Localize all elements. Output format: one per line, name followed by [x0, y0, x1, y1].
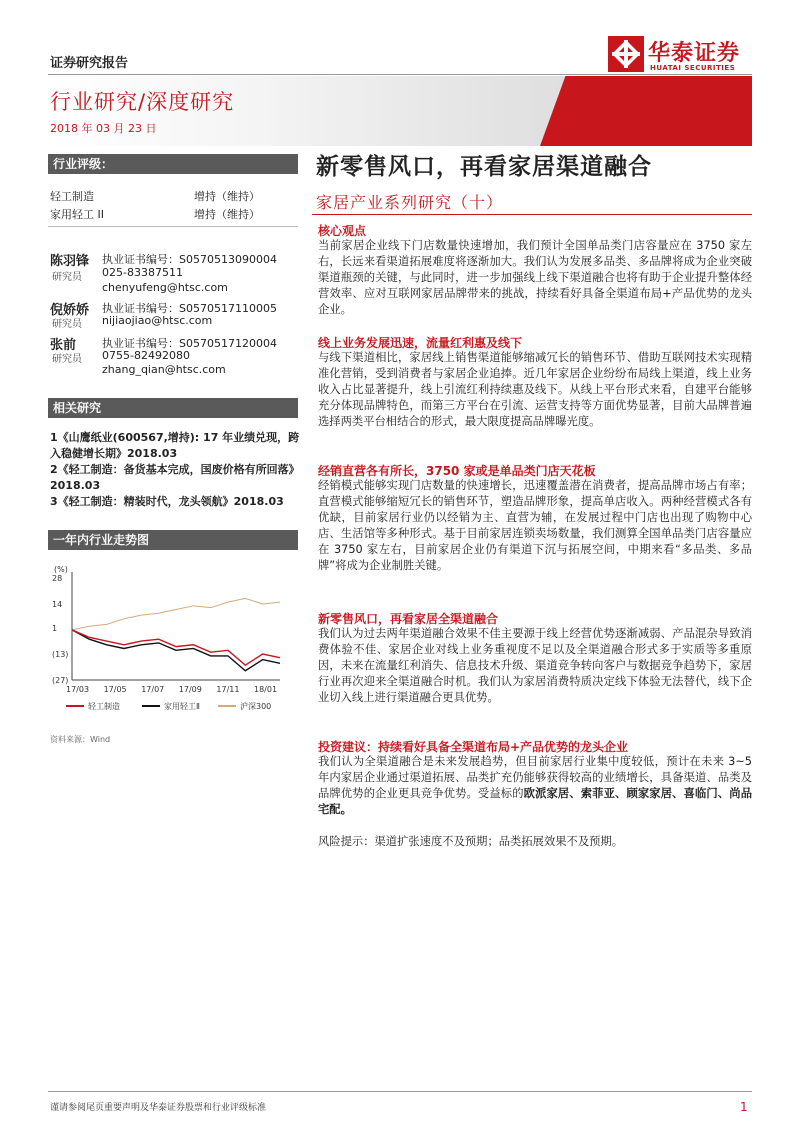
section-text-body: 我们认为全渠道融合是未来发展趋势，但目前家居行业集中度较低，预计在未来 3~5 年内家居企业通过渠道拓展、品类扩充仍能够获得较高的业绩增长，具备渠道、品类及品牌优势的企业更具竞争优势。受益标的 [318, 755, 752, 800]
analyst-role: 研究员 [52, 272, 82, 283]
footer-disclaimer[interactable]: 谨请参阅尾页重要声明及华泰证券股票和行业评级标准 [50, 1103, 267, 1113]
section-heading: 新零售风口，再看家居全渠道融合 [318, 612, 499, 626]
related-item[interactable]: 1《山鹰纸业(600567,增持): 17 年业绩兑现，跨入稳健增长期》2018.03 [50, 431, 300, 460]
analyst-email[interactable]: zhang_qian@htsc.com [102, 363, 226, 376]
sidebar-divider [48, 226, 298, 227]
section-text: 当前家居企业线下门店数量快速增加，我们预计全国单品类门店容量应在 3750 家左右，长远来看渠道拓展难度将逐渐加大。我们认为发展多品类、多品牌将成为企业突破渠道瓶颈的关键，与此同时，进一步加强线上线下渠道融合也将有助于企业提升整体经营效率、应对互联网家居品牌带来的挑战，持续看好具备全渠道布局+产品优势的龙头企业。 [318, 239, 752, 316]
analyst-name: 倪娇娇 [50, 303, 90, 318]
section-heading: 核心观点 [318, 224, 367, 238]
section-text: 与线下渠道相比，家居线上销售渠道能够缩减冗长的销售环节、借助互联网技术实现精准化营销，受到消费者与家居企业追捧。近几年家居企业纷纷布局线上渠道，线上业务收入占比显著提升，线上引流红利持续惠及线下。从线上平台形式来看，自建平台能够充分体现品牌特色，而第三方平台在引流、运营支持等方面优势显著，目前大品牌普遍选择两类平台相结合的形式，最大限度提高品牌曝光度。 [318, 351, 752, 428]
huatai-logo-icon [608, 36, 644, 76]
x-tick-label: 18/01 [254, 685, 278, 694]
analyst-cert: 执业证书编号：S0570517120004 [102, 337, 277, 350]
report-subtitle: 家居产业系列研究（十） [316, 193, 504, 212]
title-divider [312, 214, 752, 215]
analyst-phone: 0755-82492080 [102, 349, 190, 362]
report-type-label: 证券研究报告 [50, 56, 129, 71]
rating-row [50, 188, 300, 204]
rating-row [50, 206, 300, 222]
page-number: 1 [740, 1100, 748, 1114]
series-line [72, 598, 280, 630]
rating-industry: 家用轻工 II [50, 208, 104, 221]
section-text [318, 754, 752, 818]
related-section-title: 相关研究 [48, 398, 298, 418]
rating-industry: 轻工制造 [50, 190, 94, 203]
analyst-cert: 执业证书编号：S0570513090004 [102, 253, 277, 266]
section-text-bold: 欧派家居、索菲亚、顾家家居、喜临门、尚品宅配。 [318, 787, 752, 816]
x-tick-label: 17/11 [216, 685, 240, 694]
legend-label: 轻工制造 [88, 702, 120, 711]
analyst-phone: 025-83387511 [102, 266, 183, 279]
logo-text-en: HUATAI SECURITIES [650, 64, 736, 72]
series-line [72, 630, 280, 665]
analyst-cert: 执业证书编号：S0570517110005 [102, 302, 277, 315]
chart-section-title: 一年内行业走势图 [48, 530, 298, 550]
chart-source: 资料来源：Wind [50, 735, 111, 744]
series-line [72, 630, 280, 671]
rating-section-title: 行业评级： [48, 154, 298, 174]
x-tick-label: 17/07 [141, 685, 165, 694]
analyst-email[interactable]: chenyufeng@htsc.com [102, 281, 228, 294]
section-text: 我们认为过去两年渠道融合效果不佳主要源于线上经营优势逐渐减弱、产品混杂导致消费体验不佳、家居企业对线上业务重视度不足以及全渠道融合形式多于实质等多重原因，未来在流量红利消失、信息技术升级、渠道竞争转向客户与数据竞争趋势下，家居行业再次迎来全渠道融合时机。我们认为家居消费特质决定线下体验无法替代，线下企业切入线上进行渠道融合更具优势。 [318, 627, 752, 704]
legend-label: 沪深300 [240, 702, 272, 711]
logo-text-cn: 华泰证券 [648, 41, 741, 66]
y-tick-label: 14 [52, 599, 63, 609]
legend-label: 家用轻工Ⅱ [164, 702, 200, 711]
rating-value: 增持（维持） [194, 208, 260, 221]
section-heading: 投资建议：持续看好具备全渠道布局+产品优势的龙头企业 [318, 740, 629, 754]
y-tick-label: (27) [52, 676, 69, 685]
report-title: 新零售风口，再看家居渠道融合 [316, 154, 652, 180]
x-tick-label: 17/03 [66, 685, 90, 694]
header-divider [48, 74, 752, 75]
report-category: 行业研究/深度研究 [50, 90, 235, 114]
analyst-email[interactable]: nijiaojiao@htsc.com [102, 314, 213, 327]
analyst-name: 张前 [50, 338, 77, 353]
report-date: 2018 年 03 月 23 日 [50, 122, 157, 135]
risk-note: 风险提示：渠道扩张速度不及预期；品类拓展效果不及预期。 [318, 835, 624, 848]
analyst-role: 研究员 [52, 354, 82, 365]
industry-trend-chart [48, 562, 300, 722]
y-tick-label: (13) [52, 650, 69, 660]
related-item[interactable]: 3《轻工制造：精装时代，龙头领航》2018.03 [50, 495, 284, 508]
y-axis-label: (%) [54, 565, 68, 574]
x-tick-label: 17/09 [178, 685, 202, 694]
section-heading: 线上业务发展迅速，流量红利惠及线下 [318, 336, 523, 350]
related-item[interactable]: 2《轻工制造：备货基本完成，国废价格有所回落》2018.03 [50, 463, 300, 492]
rating-value: 增持（维持） [194, 190, 260, 203]
section-text: 经销模式能够实现门店数量的快速增长，迅速覆盖潜在消费者，提高品牌市场占有率；直营模式能够缩短冗长的销售环节，塑造品牌形象，提高单店收入。两种经营模式各有优缺，目前家居行业仍以经销为主、直营为辅，在发展过程中门店也出现了购物中心店、生活馆等多种形式。基于目前家居连锁卖场数量，我们测算全国单品类门店容量应在 3750 家左右，目前家居企业仍有渠道下沉与拓展空间，中期来看“多品类、多品牌”将成为企业制胜关键。 [318, 479, 752, 572]
y-tick-label: 28 [52, 574, 63, 583]
header-red-accent [540, 76, 752, 146]
analyst-name: 陈羽锋 [50, 254, 90, 269]
x-tick-label: 17/05 [103, 685, 127, 694]
footer-divider [48, 1091, 752, 1092]
y-tick-label: 1 [52, 624, 58, 634]
analyst-role: 研究员 [52, 319, 82, 330]
section-heading: 经销直营各有所长，3750 家或是单品类门店天花板 [318, 464, 596, 478]
